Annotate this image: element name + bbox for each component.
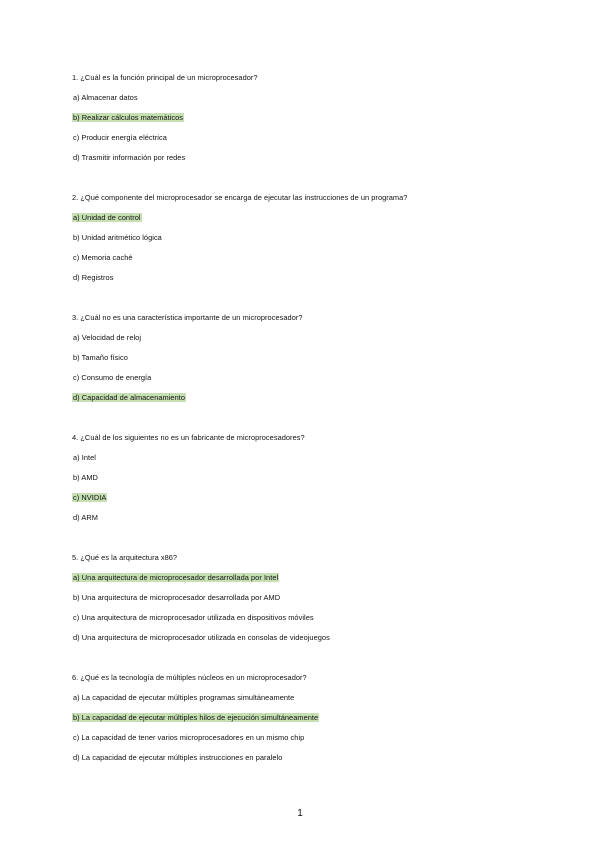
answer-label: d) Capacidad de almacenamiento (73, 393, 186, 402)
answer-label: b) AMD (73, 473, 98, 482)
question-text: 5. ¿Qué es la arquitectura x86? (72, 553, 178, 562)
answer-label: b) Una arquitectura de microprocesador desarrollada por AMD (73, 593, 281, 602)
answer-option-correct (72, 573, 542, 583)
answer-label: a) Intel (73, 453, 96, 462)
answer-label: c) NVIDIA (73, 493, 107, 502)
answer-label: d) Trasmitir información por redes (73, 153, 186, 162)
answer-label: c) Producir energía eléctrica (73, 133, 167, 142)
page-number: 1 (297, 808, 303, 819)
answer-label: b) Realizar cálculos matemáticos (73, 113, 184, 122)
answer-option (72, 453, 542, 463)
answer-option-correct (72, 213, 542, 223)
answer-option (72, 133, 542, 143)
answer-option (72, 613, 542, 623)
answer-label: a) Una arquitectura de microprocesador desarrollada por Intel (73, 573, 279, 582)
question-text: 6. ¿Qué es la tecnología de múltiples núcleos en un microprocesador? (72, 673, 307, 682)
answer-label: a) Almacenar datos (73, 93, 138, 102)
answer-option (72, 593, 542, 603)
answer-label: d) Registros (73, 273, 114, 282)
answer-option (72, 373, 542, 383)
answer-option-correct (72, 393, 542, 403)
answer-option (72, 693, 542, 703)
question-block (72, 73, 542, 173)
answer-label: b) La capacidad de ejecutar múltiples hilos de ejecución simultáneamente (73, 713, 319, 722)
answer-label: c) Consumo de energía (73, 373, 152, 382)
question-block (72, 193, 542, 293)
answer-option (72, 473, 542, 483)
answer-label: c) Una arquitectura de microprocesador utilizada en dispositivos móviles (73, 613, 314, 622)
answer-label: d) La capacidad de ejecutar múltiples instrucciones en paralelo (73, 753, 283, 762)
answer-option-correct (72, 493, 542, 503)
answer-option (72, 233, 542, 243)
question-text: 3. ¿Cuál no es una característica importante de un microprocesador? (72, 313, 303, 322)
question-block (72, 673, 542, 773)
question-block (72, 553, 542, 653)
answer-option (72, 253, 542, 263)
answer-option (72, 513, 542, 523)
answer-label: b) Unidad aritmético lógica (73, 233, 162, 242)
answer-label: d) ARM (73, 513, 98, 522)
question-block (72, 313, 542, 413)
answer-label: a) Velocidad de reloj (73, 333, 142, 342)
answer-label: c) Memoria caché (73, 253, 133, 262)
answer-option (72, 153, 542, 163)
answer-option (72, 93, 542, 103)
answer-option-correct (72, 113, 542, 123)
question-text: 4. ¿Cuál de los siguientes no es un fabricante de microprocesadores? (72, 433, 305, 442)
answer-option-correct (72, 713, 542, 723)
answer-label: d) Una arquitectura de microprocesador utilizada en consolas de videojuegos (73, 633, 330, 642)
answer-label: a) La capacidad de ejecutar múltiples programas simultáneamente (73, 693, 295, 702)
answer-label: c) La capacidad de tener varios microprocesadores en un mismo chip (73, 733, 305, 742)
answer-label: b) Tamaño físico (73, 353, 128, 362)
answer-option (72, 633, 542, 643)
answer-option (72, 273, 542, 283)
question-text: 2. ¿Qué componente del microprocesador se encarga de ejecutar las instrucciones de un programa? (72, 193, 408, 202)
answer-option (72, 333, 542, 343)
answer-option (72, 353, 542, 363)
question-block (72, 433, 542, 533)
answer-label: a) Unidad de control (73, 213, 141, 222)
answer-option (72, 733, 542, 743)
answer-option (72, 753, 542, 763)
question-text: 1. ¿Cuál es la función principal de un microprocesador? (72, 73, 258, 82)
